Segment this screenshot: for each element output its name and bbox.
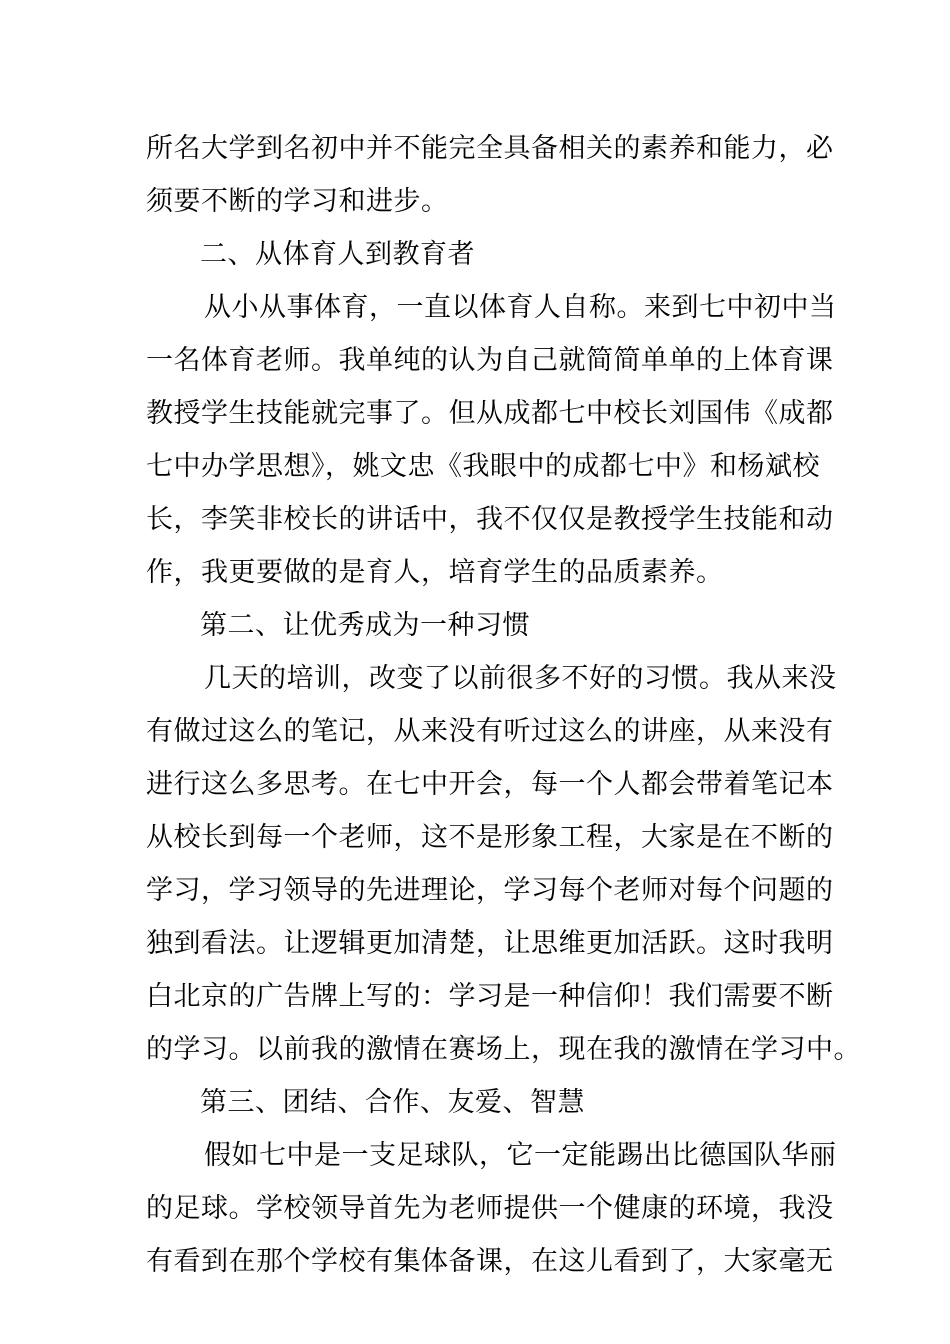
paragraph-line: 的学习。以前我的激情在赛场上，现在我的激情在学习中。 xyxy=(146,1034,861,1065)
paragraph-line: 假如七中是一支足球队，它一定能踢出比德国队华丽 xyxy=(204,1140,837,1171)
paragraph-line: 独到看法。让逻辑更加清楚，让思维更加活跃。这时我明 xyxy=(146,928,834,959)
paragraph-line: 进行这么多思考。在七中开会，每一个人都会带着笔记本 xyxy=(146,769,834,800)
body-text xyxy=(146,122,861,1288)
paragraph-line: 几天的培训，改变了以前很多不好的习惯。我从来没 xyxy=(204,663,837,694)
paragraph-line: 一名体育老师。我单纯的认为自己就简简单单的上体育课 xyxy=(146,345,834,376)
paragraph-line: 白北京的广告牌上写的：学习是一种信仰！我们需要不断 xyxy=(146,981,834,1012)
paragraph-line: 从小从事体育，一直以体育人自称。来到七中初中当 xyxy=(204,292,837,323)
paragraph-line: 须要不断的学习和进步。 xyxy=(146,186,449,217)
paragraph-line: 学习，学习领导的先进理论，学习每个老师对每个问题的 xyxy=(146,875,834,906)
paragraph-line: 长，李笑非校长的讲话中，我不仅仅是教授学生技能和动 xyxy=(146,504,834,535)
paragraph-line: 的足球。学校领导首先为老师提供一个健康的环境，我没 xyxy=(146,1193,834,1224)
paragraph-line: 七中办学思想》，姚文忠《我眼中的成都七中》和杨斌校 xyxy=(146,451,820,482)
paragraph-line: 有做过这么的笔记，从来没有听过这么的讲座，从来没有 xyxy=(146,716,834,747)
paragraph-line: 从校长到每一个老师，这不是形象工程，大家是在不断的 xyxy=(146,822,834,853)
section-heading: 第二、让优秀成为一种习惯 xyxy=(200,610,530,641)
paragraph-line: 教授学生技能就完事了。但从成都七中校长刘国伟《成都 xyxy=(146,398,834,429)
paragraph-line: 所名大学到名初中并不能完全具备相关的素养和能力，必 xyxy=(146,133,834,164)
paragraph-line: 作，我更要做的是育人，培育学生的品质素养。 xyxy=(146,557,724,588)
paragraph-line: 有看到在那个学校有集体备课，在这儿看到了，大家毫无 xyxy=(146,1246,834,1277)
section-heading: 第三、团结、合作、友爱、智慧 xyxy=(200,1087,585,1118)
section-heading: 二、从体育人到教育者 xyxy=(200,239,475,270)
